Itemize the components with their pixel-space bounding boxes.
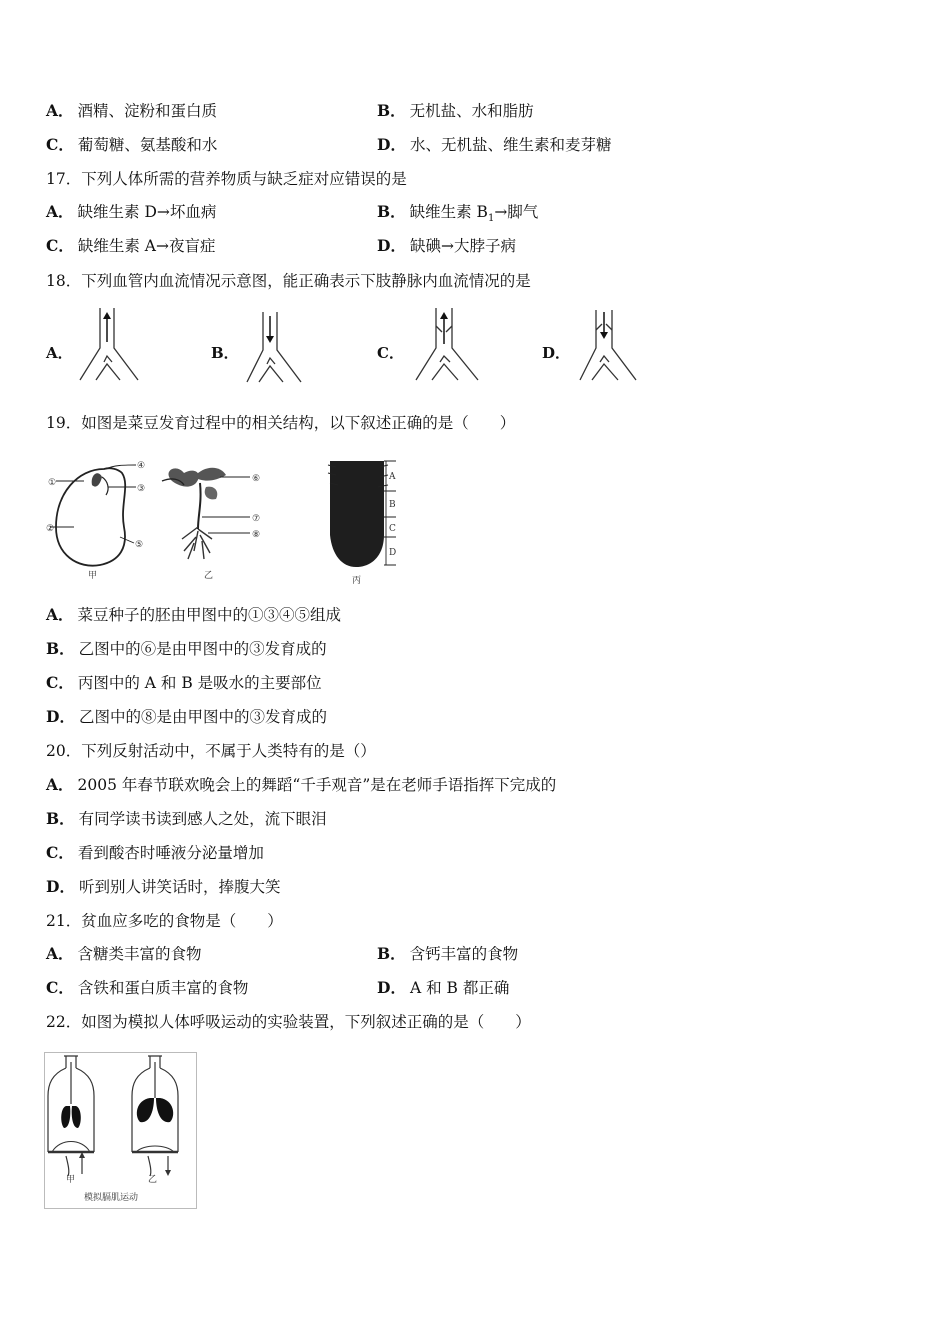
q21-option-a: A． 含糖类丰富的食物	[46, 944, 202, 963]
caption-jia-jar: 甲	[66, 1175, 76, 1185]
seed-label-2: ②	[46, 524, 55, 534]
q18-vessel-c	[412, 306, 482, 386]
q21-option-c: C． 含铁和蛋白质丰富的食物	[46, 978, 249, 997]
q17-option-b: B． 缺维生素 $B_1\to$脚气	[377, 202, 539, 225]
q16-option-d: D． 水、无机盐、维生素和麦芽糖	[377, 135, 612, 154]
q18-label-a: A．	[46, 344, 73, 362]
seedling-label-7: ⑦	[252, 514, 261, 524]
seed-label-5: ⑤	[135, 540, 144, 550]
q20-option-d: D． 听到别人讲笑话时，捧腹大笑	[46, 877, 281, 896]
q17-option-c: C． 缺维生素 A→夜盲症	[46, 236, 216, 255]
q19-option-d: D． 乙图中的⑧是由甲图中的③发育成的	[46, 707, 327, 726]
seed-label-1: ①	[48, 478, 57, 488]
seedling-figure-yi	[162, 468, 250, 559]
caption-diaphragm: 模拟膈肌运动	[84, 1193, 139, 1203]
q18-stem: 18．下列血管内血流情况示意图，能正确表示下肢静脉内血流情况的是	[46, 272, 531, 290]
q17-option-d: D． 缺碘→大脖子病	[377, 236, 516, 255]
seed-label-4: ④	[137, 461, 146, 471]
q18-vessel-b	[243, 310, 309, 388]
q19-bean-diagram	[44, 455, 404, 587]
root-label-c: C	[389, 524, 396, 534]
root-tip-figure-bing	[328, 461, 396, 567]
caption-yi: 乙	[204, 571, 214, 581]
q19-option-b: B． 乙图中的⑥是由甲图中的③发育成的	[46, 639, 327, 658]
caption-bing: 丙	[352, 576, 362, 586]
q16-option-b: B． 无机盐、水和脂肪	[377, 101, 534, 120]
caption-yi-jar: 乙	[148, 1175, 158, 1185]
q18-vessel-d	[576, 308, 642, 386]
q21-option-b: B． 含钙丰富的食物	[377, 944, 519, 963]
q21-option-d: D． A 和 B 都正确	[377, 978, 510, 997]
q19-option-a: A． 菜豆种子的胚由甲图中的①③④⑤组成	[46, 605, 342, 624]
root-label-d: D	[389, 548, 397, 558]
seed-figure-jia	[50, 465, 136, 566]
q20-option-b: B． 有同学读书读到感人之处，流下眼泪	[46, 809, 327, 828]
q16-option-c: C． 葡萄糖、氨基酸和水	[46, 135, 218, 154]
q16-option-a: A． 酒精、淀粉和蛋白质	[46, 101, 218, 120]
caption-jia: 甲	[88, 571, 98, 581]
q22-stem: 22．如图为模拟人体呼吸运动的实验装置，下列叙述正确的是（ ）	[46, 1013, 531, 1031]
q20-option-a: A． 2005 年春节联欢晚会上的舞蹈“千手观音”是在老师手语指挥下完成的	[46, 775, 557, 794]
q22-breathing-model-diagram	[44, 1052, 198, 1210]
q17-stem: 17．下列人体所需的营养物质与缺乏症对应错误的是	[46, 170, 407, 188]
q17-option-a: A． 缺维生素 D→坏血病	[46, 202, 217, 221]
seedling-label-6: ⑥	[252, 474, 261, 484]
q18-label-c: C．	[377, 344, 404, 362]
seedling-label-8: ⑧	[252, 530, 261, 540]
q21-stem: 21．贫血应多吃的食物是（ ）	[46, 912, 283, 930]
root-label-a: A	[389, 472, 396, 482]
q19-stem: 19．如图是菜豆发育过程中的相关结构，以下叙述正确的是（ ）	[46, 414, 516, 432]
q18-label-d: D．	[542, 344, 571, 362]
q20-stem: 20．下列反射活动中，不属于人类特有的是（）	[46, 742, 376, 760]
q19-option-c: C． 丙图中的 A 和 B 是吸水的主要部位	[46, 673, 322, 692]
seed-label-3: ③	[137, 484, 146, 494]
root-label-b: B	[389, 500, 396, 510]
q20-option-c: C． 看到酸杏时唾液分泌量增加	[46, 843, 264, 862]
q18-vessel-a	[76, 306, 142, 386]
q18-label-b: B．	[211, 344, 239, 362]
